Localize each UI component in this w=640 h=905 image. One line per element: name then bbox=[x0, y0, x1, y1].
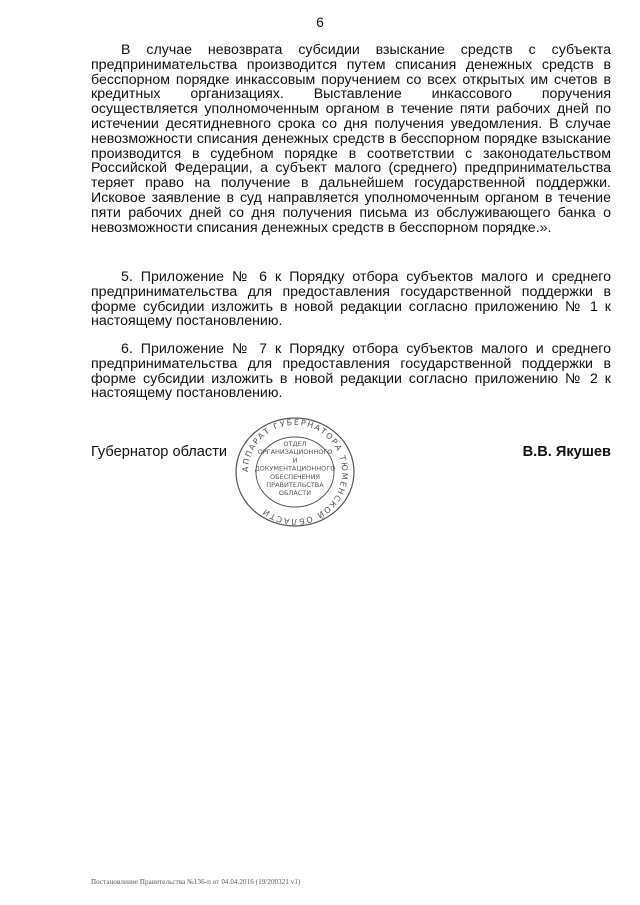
official-stamp bbox=[225, 416, 365, 528]
page-number: 6 bbox=[316, 14, 324, 30]
signatory-position: Губернатор области bbox=[91, 444, 228, 460]
stamp-center-line: ОТДЕЛ bbox=[283, 440, 307, 448]
signatory-name: В.В. Якушев bbox=[522, 444, 611, 460]
stamp-center-line: ОБЛАСТИ bbox=[278, 489, 312, 498]
paragraph-item-5: 5. Приложение № 6 к Порядку отбора субъектов малого и среднего предпринимательства для предоставления государственной поддержки в форме субсидии изложить в новой редакции согласно приложению № 1 к настоящему постановлению. bbox=[91, 269, 611, 330]
footer-document-reference: Постановление Правительства №136-п от 04.04.2016 (19/200321 v1) bbox=[91, 878, 301, 886]
stamp-center-line: ОРГАНИЗАЦИОННОГО bbox=[257, 448, 333, 457]
paragraph-subsidy-recovery: В случае невозврата субсидии взыскание средств с субъекта предпринимательства производится путем списания денежных средств в бесспорном порядке инкассовым поручением со всех открытых им счетов в кредитных организациях. Выставление инкассового поручения осуществляется уполномоченным органом в течение пяти рабочих дней по истечении десятидневного срока со дня получения уведомления. В случае невозможности списания денежных средств в бесспорном порядке взыскание производится в судебном порядке в соответствии с законодательством Российской Федерации, а субъект малого (среднего) предпринимательства теряет право на получение в дальнейшем государственной поддержки. Исковое заявление в суд направляется уполномоченным органом в течение пяти рабочих дней со дня получения письма из обслуживающего банка о невозможности списания денежных средств в бесспорном порядке.». bbox=[91, 42, 611, 236]
stamp-center-line: ОБЕСПЕЧЕНИЯ bbox=[269, 472, 321, 481]
stamp-center-line: И bbox=[292, 456, 298, 465]
svg-text:АППАРАТ ГУБЕРНАТОРА ТЮМЕНСКОЙ: АППАРАТ ГУБЕРНАТОРА ТЮМЕНСКОЙ ОБЛАСТИ bbox=[240, 417, 350, 527]
paragraph-item-6: 6. Приложение № 7 к Порядку отбора субъектов малого и среднего предпринимательства для предоставления государственной поддержки в форме субсидии изложить в новой редакции согласно приложению № 2 к настоящему постановлению. bbox=[91, 341, 611, 402]
stamp-center-line: ПРАВИТЕЛЬСТВА bbox=[266, 481, 324, 489]
stamp-center-line: ДОКУМЕНТАЦИОННОГО bbox=[254, 464, 336, 473]
